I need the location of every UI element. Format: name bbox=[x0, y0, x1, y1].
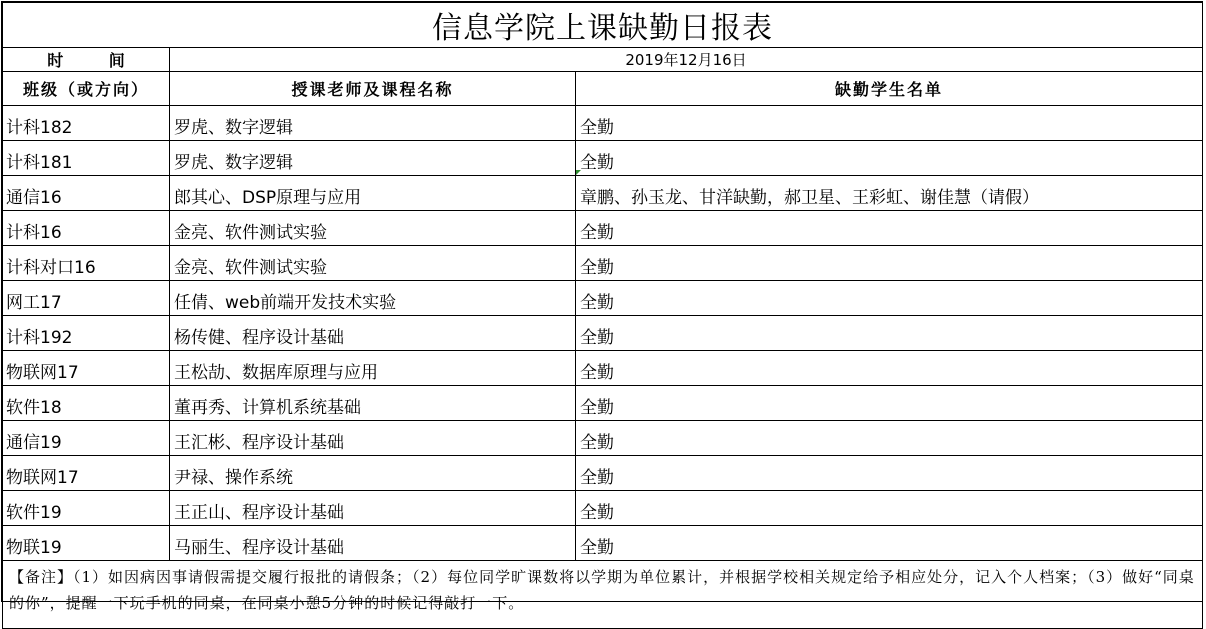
absent-cell[interactable]: 全勤 bbox=[576, 456, 1203, 491]
teacher-course-cell[interactable]: 郎其心、DSP原理与应用 bbox=[170, 176, 576, 211]
absent-cell[interactable]: 全勤 bbox=[576, 526, 1203, 561]
table-row bbox=[3, 351, 1203, 386]
absent-cell[interactable]: 全勤 bbox=[576, 421, 1203, 456]
class-cell[interactable]: 物联19 bbox=[3, 526, 170, 561]
absent-cell[interactable]: 全勤 bbox=[576, 351, 1203, 386]
report-table bbox=[2, 2, 1203, 629]
table-row bbox=[3, 456, 1203, 491]
table-row bbox=[3, 316, 1203, 351]
class-cell[interactable]: 物联网17 bbox=[3, 456, 170, 491]
report-title[interactable]: 信息学院上课缺勤日报表 bbox=[3, 3, 1203, 48]
class-cell[interactable]: 计科16 bbox=[3, 211, 170, 246]
class-cell[interactable]: 计科181 bbox=[3, 141, 170, 176]
teacher-course-cell[interactable]: 尹禄、操作系统 bbox=[170, 456, 576, 491]
attendance-report-sheet bbox=[1, 1, 1203, 612]
time-label-cell[interactable] bbox=[3, 48, 170, 72]
table-row bbox=[3, 176, 1203, 211]
absent-cell[interactable]: 全勤 bbox=[576, 141, 1203, 176]
absent-cell[interactable]: 全勤 bbox=[576, 246, 1203, 281]
table-row bbox=[3, 281, 1203, 316]
header-class[interactable]: 班级（或方向） bbox=[3, 72, 170, 106]
table-row bbox=[3, 141, 1203, 176]
class-cell[interactable]: 软件18 bbox=[3, 386, 170, 421]
table-row bbox=[3, 421, 1203, 456]
teacher-course-cell[interactable]: 金亮、软件测试实验 bbox=[170, 246, 576, 281]
class-cell[interactable]: 计科对口16 bbox=[3, 246, 170, 281]
absent-cell[interactable]: 全勤 bbox=[576, 106, 1203, 141]
remarks-note[interactable]: 【备注】（1）如因病因事请假需提交履行报批的请假条；（2）每位同学旷课数将以学期为单位累计，并根据学校相关规定给予相应处分，记入个人档案；（3）做好“同桌的你”，提醒一下玩手机的同桌，在同桌小憩5分钟的时候记得敲打一下。 bbox=[3, 561, 1203, 629]
report-rows bbox=[3, 106, 1203, 561]
table-row bbox=[3, 106, 1203, 141]
teacher-course-cell[interactable]: 马丽生、程序设计基础 bbox=[170, 526, 576, 561]
teacher-course-cell[interactable]: 杨传健、程序设计基础 bbox=[170, 316, 576, 351]
absent-cell[interactable]: 全勤 bbox=[576, 211, 1203, 246]
class-cell[interactable]: 通信19 bbox=[3, 421, 170, 456]
class-cell[interactable]: 软件19 bbox=[3, 491, 170, 526]
table-row bbox=[3, 386, 1203, 421]
table-row bbox=[3, 491, 1203, 526]
absent-cell[interactable]: 全勤 bbox=[576, 316, 1203, 351]
teacher-course-cell[interactable]: 王汇彬、程序设计基础 bbox=[170, 421, 576, 456]
teacher-course-cell[interactable]: 罗虎、数字逻辑 bbox=[170, 106, 576, 141]
table-row bbox=[3, 526, 1203, 561]
teacher-course-cell[interactable]: 王正山、程序设计基础 bbox=[170, 491, 576, 526]
teacher-course-cell[interactable]: 罗虎、数字逻辑 bbox=[170, 141, 576, 176]
absent-cell[interactable]: 全勤 bbox=[576, 386, 1203, 421]
teacher-course-cell[interactable]: 任倩、web前端开发技术实验 bbox=[170, 281, 576, 316]
header-absent-list[interactable]: 缺勤学生名单 bbox=[576, 72, 1203, 106]
teacher-course-cell[interactable]: 董再秀、计算机系统基础 bbox=[170, 386, 576, 421]
header-teacher-course[interactable]: 授课老师及课程名称 bbox=[170, 72, 576, 106]
report-date[interactable]: 2019年12月16日 bbox=[170, 48, 1203, 72]
class-cell[interactable]: 计科192 bbox=[3, 316, 170, 351]
teacher-course-cell[interactable]: 王松劼、数据库原理与应用 bbox=[170, 351, 576, 386]
absent-cell[interactable]: 全勤 bbox=[576, 281, 1203, 316]
table-row bbox=[3, 211, 1203, 246]
class-cell[interactable]: 通信16 bbox=[3, 176, 170, 211]
cell-comment-marker bbox=[576, 170, 581, 175]
class-cell[interactable]: 计科182 bbox=[3, 106, 170, 141]
time-label: 时 间 bbox=[47, 51, 145, 70]
table-row bbox=[3, 246, 1203, 281]
teacher-course-cell[interactable]: 金亮、软件测试实验 bbox=[170, 211, 576, 246]
class-cell[interactable]: 物联网17 bbox=[3, 351, 170, 386]
absent-cell[interactable]: 章鹏、孙玉龙、甘洋缺勤，郝卫星、王彩虹、谢佳慧（请假） bbox=[576, 176, 1203, 211]
class-cell[interactable]: 网工17 bbox=[3, 281, 170, 316]
absent-cell[interactable]: 全勤 bbox=[576, 491, 1203, 526]
